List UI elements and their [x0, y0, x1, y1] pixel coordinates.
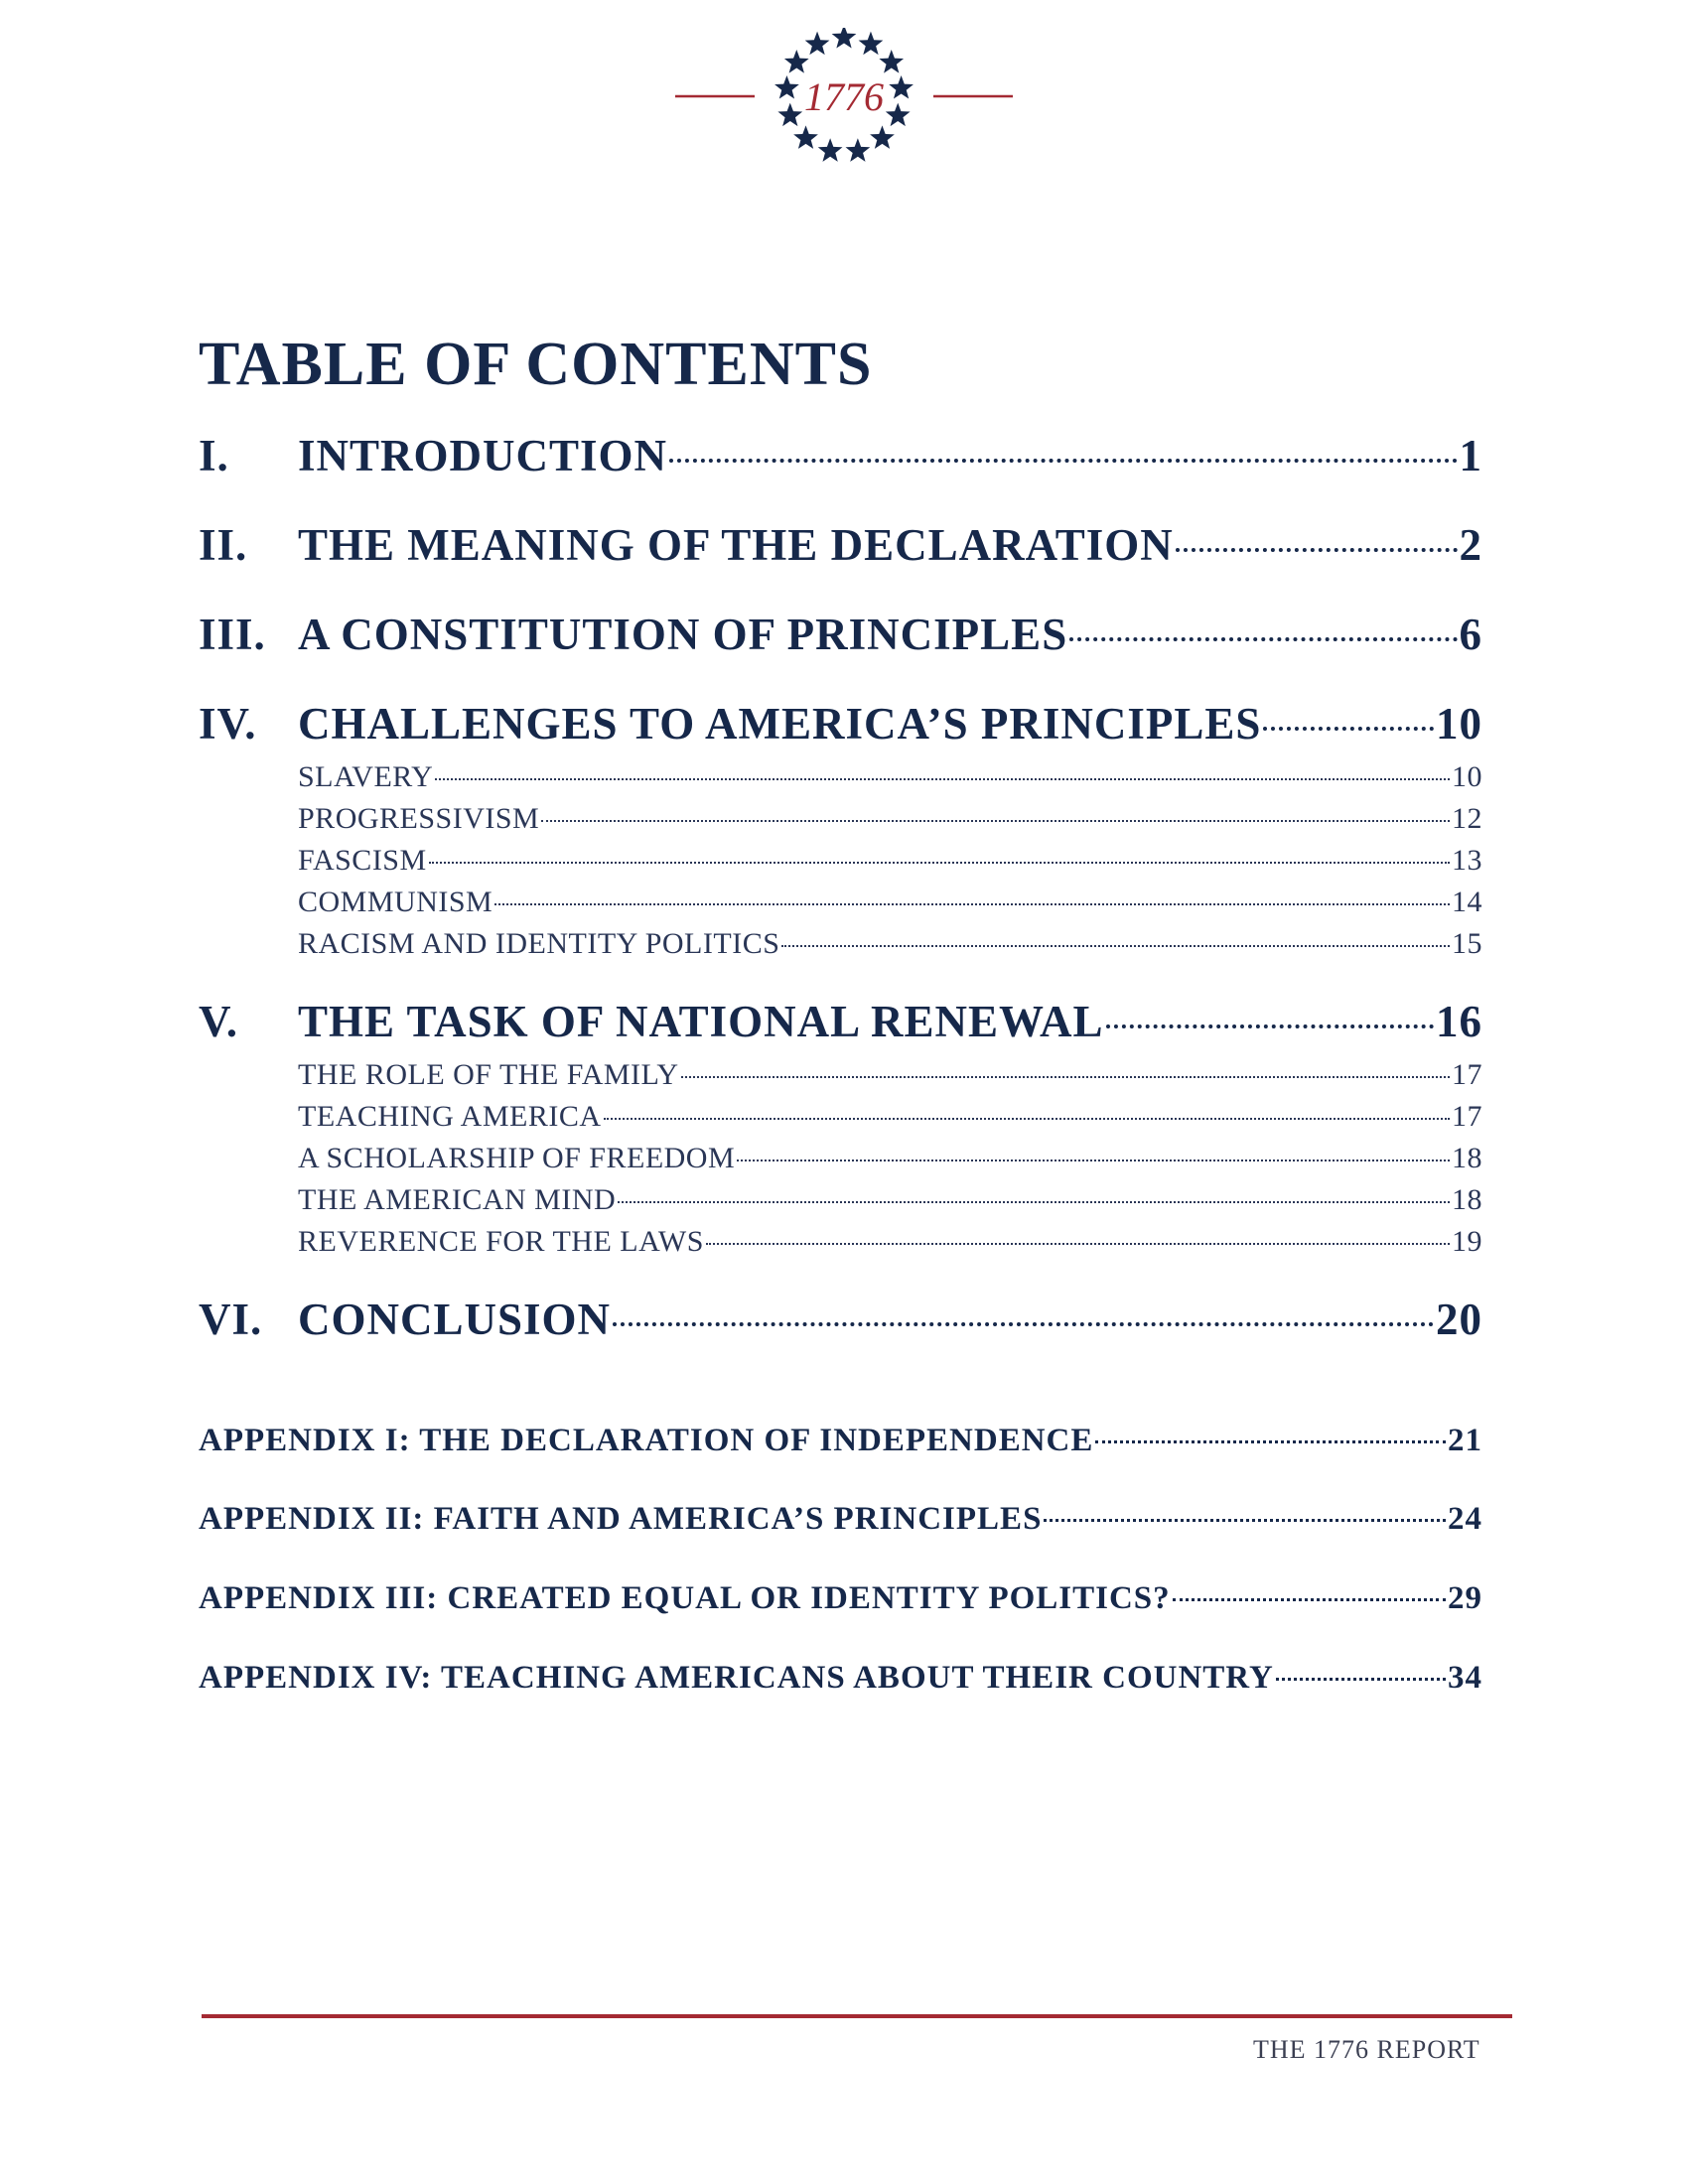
page-number: 13: [1452, 844, 1482, 877]
toc-major-entry[interactable]: [199, 993, 1482, 1050]
toc-major-entry[interactable]: [199, 427, 1482, 484]
dot-leader: [1106, 1024, 1434, 1028]
dot-leader: [1044, 1519, 1446, 1522]
toc-subsection-entry[interactable]: [298, 1221, 1482, 1263]
toc-subsection-entry[interactable]: [298, 923, 1482, 965]
toc-appendix-entry[interactable]: [199, 1573, 1482, 1623]
page-number: 29: [1448, 1580, 1482, 1616]
page-number: 18: [1452, 1142, 1482, 1174]
toc-subsection-entry[interactable]: [298, 798, 1482, 840]
page-number: 16: [1436, 997, 1482, 1046]
entry-title: REVERENCE FOR THE LAWS: [298, 1225, 704, 1258]
footer-report-name: THE 1776 REPORT: [1253, 2035, 1480, 2064]
dot-leader: [429, 862, 1450, 864]
toc-appendix-entry[interactable]: [199, 1653, 1482, 1703]
page-number: 2: [1459, 520, 1482, 570]
section-number: V.: [199, 997, 238, 1046]
logo-star-icon: [784, 50, 809, 73]
toc-major-entry[interactable]: [199, 516, 1482, 574]
dot-leader: [1095, 1440, 1446, 1443]
entry-title: APPENDIX II: FAITH AND AMERICA’S PRINCIPLES: [199, 1501, 1043, 1537]
logo-star-icon: [889, 75, 914, 99]
logo-star-icon: [774, 75, 799, 99]
entry-title: TEACHING AMERICA: [298, 1100, 602, 1133]
toc-section: [199, 993, 1482, 1263]
toc-subsection-entry[interactable]: [298, 840, 1482, 882]
page-number: 6: [1459, 610, 1482, 659]
section-number: II.: [199, 520, 248, 570]
page-number: 10: [1452, 760, 1482, 793]
logo-star-icon: [832, 28, 857, 49]
entry-title: THE AMERICAN MIND: [298, 1183, 617, 1216]
page-number: 10: [1436, 699, 1482, 749]
toc-major-entry[interactable]: [199, 606, 1482, 663]
logo-star-icon: [870, 125, 895, 149]
entry-title: INTRODUCTION: [298, 431, 668, 480]
entry-title: FASCISM: [298, 844, 427, 877]
page-number: 34: [1448, 1660, 1482, 1696]
dot-leader: [618, 1201, 1450, 1203]
toc-major-entry[interactable]: [199, 1291, 1482, 1348]
toc-appendix-entry[interactable]: [199, 1416, 1482, 1465]
entry-title: CONCLUSION: [298, 1295, 612, 1344]
toc-subsection-entry[interactable]: [298, 1054, 1482, 1096]
toc-section: [199, 427, 1482, 484]
entry-title: THE MEANING OF THE DECLARATION: [298, 520, 1174, 570]
entry-title: APPENDIX I: THE DECLARATION OF INDEPENDENCE: [199, 1423, 1094, 1458]
section-number: III.: [199, 610, 266, 659]
dot-leader: [669, 459, 1457, 463]
section-number: VI.: [199, 1295, 263, 1344]
entry-title: APPENDIX IV: TEACHING AMERICANS ABOUT THEIR COUNTRY: [199, 1660, 1274, 1696]
logo-star-icon: [879, 50, 904, 73]
entry-title: A CONSTITUTION OF PRINCIPLES: [298, 610, 1068, 659]
page-number: 17: [1452, 1100, 1482, 1133]
logo-star-icon: [793, 125, 818, 149]
entry-title: THE TASK OF NATIONAL RENEWAL: [298, 997, 1104, 1046]
dot-leader: [737, 1160, 1450, 1161]
entry-title: SLAVERY: [298, 760, 434, 793]
entry-title: COMMUNISM: [298, 886, 493, 918]
page-number: 21: [1448, 1423, 1482, 1458]
page-number: 15: [1452, 927, 1482, 960]
toc-major-entry[interactable]: [199, 695, 1482, 752]
dot-leader: [681, 1076, 1450, 1078]
page-number: 20: [1436, 1295, 1482, 1344]
page-title: TABLE OF CONTENTS: [199, 331, 873, 398]
dot-leader: [613, 1322, 1434, 1326]
page-number: 19: [1452, 1225, 1482, 1258]
subsection-list: [298, 756, 1482, 965]
logo-star-icon: [777, 103, 802, 127]
dot-leader: [604, 1118, 1451, 1120]
logo-year: 1776: [804, 74, 884, 119]
toc-appendix-entry[interactable]: [199, 1494, 1482, 1544]
toc-subsection-entry[interactable]: [298, 1138, 1482, 1179]
logo-star-icon: [846, 138, 871, 162]
logo-star-icon: [805, 32, 830, 56]
dot-leader: [541, 820, 1450, 822]
page-number: 18: [1452, 1183, 1482, 1216]
dot-leader: [1173, 1598, 1446, 1601]
1776-logo: [675, 28, 1013, 187]
section-number: IV.: [199, 699, 257, 749]
dot-leader: [494, 903, 1450, 905]
entry-title: CHALLENGES TO AMERICA’S PRINCIPLES: [298, 699, 1262, 749]
footer-rule: [202, 2014, 1512, 2018]
page-number: 12: [1452, 802, 1482, 835]
page-number: 1: [1459, 431, 1482, 480]
logo-star-icon: [859, 32, 884, 56]
entry-title: A SCHOLARSHIP OF FREEDOM: [298, 1142, 736, 1174]
dot-leader: [1176, 548, 1458, 552]
logo-star-icon: [886, 103, 911, 127]
toc-section: [199, 606, 1482, 663]
dot-leader: [435, 778, 1450, 780]
toc-section: [199, 695, 1482, 965]
logo-star-icon: [818, 138, 843, 162]
entry-title: THE ROLE OF THE FAMILY: [298, 1058, 679, 1091]
toc-section: [199, 516, 1482, 574]
entry-title: RACISM AND IDENTITY POLITICS: [298, 927, 780, 960]
page-number: 24: [1448, 1501, 1482, 1537]
subsection-list: [298, 1054, 1482, 1263]
entry-title: PROGRESSIVISM: [298, 802, 540, 835]
dot-leader: [781, 945, 1450, 947]
toc-section: [199, 1291, 1482, 1348]
toc-subsection-entry[interactable]: [298, 756, 1482, 798]
toc-subsection-entry[interactable]: [298, 1179, 1482, 1221]
entry-title: APPENDIX III: CREATED EQUAL OR IDENTITY POLITICS?: [199, 1580, 1171, 1616]
dot-leader: [1069, 637, 1457, 641]
dot-leader: [1276, 1678, 1446, 1681]
dot-leader: [1263, 727, 1434, 731]
toc-subsection-entry[interactable]: [298, 1096, 1482, 1138]
section-number: I.: [199, 431, 229, 480]
page-number: 14: [1452, 886, 1482, 918]
dot-leader: [706, 1243, 1450, 1245]
page-number: 17: [1452, 1058, 1482, 1091]
toc-subsection-entry[interactable]: [298, 882, 1482, 923]
